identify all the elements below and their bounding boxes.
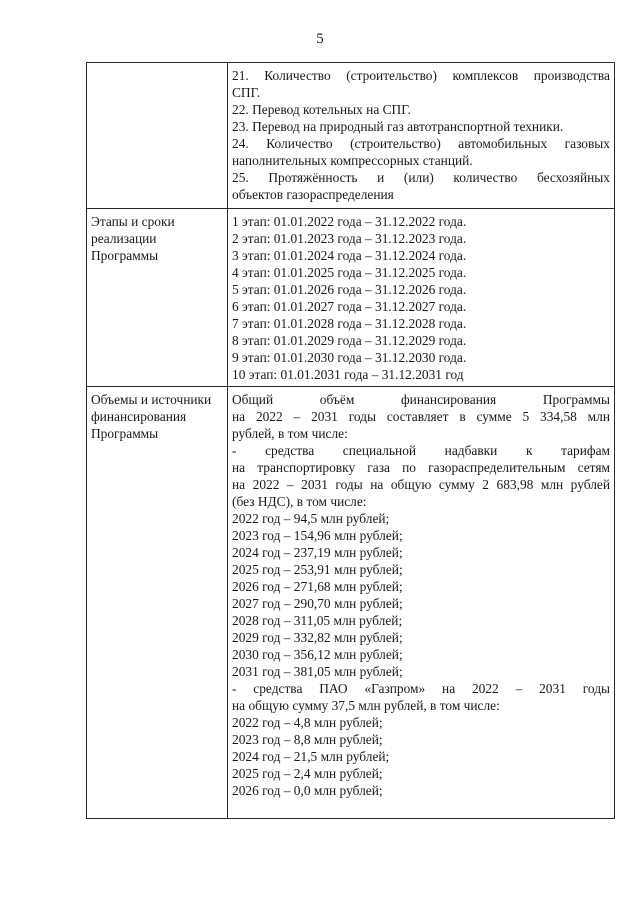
table-body xyxy=(87,63,615,819)
content-line: 2025 год – 2,4 млн рублей; xyxy=(232,766,383,781)
content-line: 24. Количество (строительство) автомобильных газовых xyxy=(232,136,610,151)
row-label-line: Этапы и сроки xyxy=(91,214,175,229)
content-line: 2025 год – 253,91 млн рублей; xyxy=(232,562,403,577)
content-line: 6 этап: 01.01.2027 года – 31.12.2027 года. xyxy=(232,299,467,314)
content-line: 23. Перевод на природный газ автотранспортной техники. xyxy=(232,119,564,134)
content-line: 22. Перевод котельных на СПГ. xyxy=(232,102,411,117)
content-line: 2023 год – 154,96 млн рублей; xyxy=(232,528,403,543)
content-line: на 2022 – 2031 годы составляет в сумме 5 334,58 млн xyxy=(232,409,610,424)
content-line: 1 этап: 01.01.2022 года – 31.12.2022 года. xyxy=(232,214,467,229)
content-line: 25. Протяжённость и (или) количество бесхозяйных xyxy=(232,170,610,185)
content-line: объектов газораспределения xyxy=(232,187,394,202)
row-label-line: реализации xyxy=(91,231,157,246)
content-line: 2029 год – 332,82 млн рублей; xyxy=(232,630,403,645)
content-line: 2 этап: 01.01.2023 года – 31.12.2023 года. xyxy=(232,231,467,246)
content-line: на транспортировку газа по газораспределительным сетям xyxy=(232,460,610,475)
table-row xyxy=(87,63,615,209)
content-line: 3 этап: 01.01.2024 года – 31.12.2024 года. xyxy=(232,248,467,263)
row-label-cell xyxy=(87,387,228,819)
content-line: 2024 год – 21,5 млн рублей; xyxy=(232,749,390,764)
content-line: 4 этап: 01.01.2025 года – 31.12.2025 года. xyxy=(232,265,467,280)
content-line: 2031 год – 381,05 млн рублей; xyxy=(232,664,403,679)
content-line: рублей, в том числе: xyxy=(232,426,348,441)
table-row xyxy=(87,209,615,387)
content-line: - средства специальной надбавки к тарифам xyxy=(232,443,610,458)
row-label-line: Программы xyxy=(91,248,159,263)
content-line: Общий объём финансирования Программы xyxy=(232,392,610,407)
content-line: (без НДС), в том числе: xyxy=(232,494,367,509)
content-line: на общую сумму 37,5 млн рублей, в том числе: xyxy=(232,698,500,713)
row-label-cell xyxy=(87,209,228,387)
content-line: 2023 год – 8,8 млн рублей; xyxy=(232,732,383,747)
content-line: 2026 год – 0,0 млн рублей; xyxy=(232,783,383,798)
row-label-line: Объемы и источники xyxy=(91,392,212,407)
content-line: 9 этап: 01.01.2030 года – 31.12.2030 года. xyxy=(232,350,467,365)
content-line: на 2022 – 2031 годы на общую сумму 2 683,98 млн рублей xyxy=(232,477,610,492)
content-line: 5 этап: 01.01.2026 года – 31.12.2026 года. xyxy=(232,282,467,297)
content-line: 21. Количество (строительство) комплексов производства xyxy=(232,68,610,83)
row-content-cell xyxy=(228,209,615,387)
row-content-cell xyxy=(228,63,615,209)
content-line: 2028 год – 311,05 млн рублей; xyxy=(232,613,403,628)
row-label-line: Программы xyxy=(91,426,159,441)
content-line: 2027 год – 290,70 млн рублей; xyxy=(232,596,403,611)
row-label-cell xyxy=(87,63,228,209)
content-line: СПГ. xyxy=(232,85,261,100)
content-line: наполнительных компрессорных станций. xyxy=(232,153,473,168)
content-line: 2026 год – 271,68 млн рублей; xyxy=(232,579,403,594)
content-line: 10 этап: 01.01.2031 года – 31.12.2031 год xyxy=(232,367,464,382)
row-content-cell xyxy=(228,387,615,819)
content-line: 7 этап: 01.01.2028 года – 31.12.2028 года. xyxy=(232,316,467,331)
content-line: 2030 год – 356,12 млн рублей; xyxy=(232,647,403,662)
row-label-line: финансирования xyxy=(91,409,187,424)
page-number: 5 xyxy=(316,31,324,47)
content-line: 2024 год – 237,19 млн рублей; xyxy=(232,545,403,560)
content-line: 8 этап: 01.01.2029 года – 31.12.2029 года. xyxy=(232,333,467,348)
content-line: 2022 год – 94,5 млн рублей; xyxy=(232,511,390,526)
program-passport-table xyxy=(86,62,615,819)
content-line: 2022 год – 4,8 млн рублей; xyxy=(232,715,383,730)
table-row xyxy=(87,387,615,819)
content-line: - средства ПАО «Газпром» на 2022 – 2031 годы xyxy=(232,681,610,696)
